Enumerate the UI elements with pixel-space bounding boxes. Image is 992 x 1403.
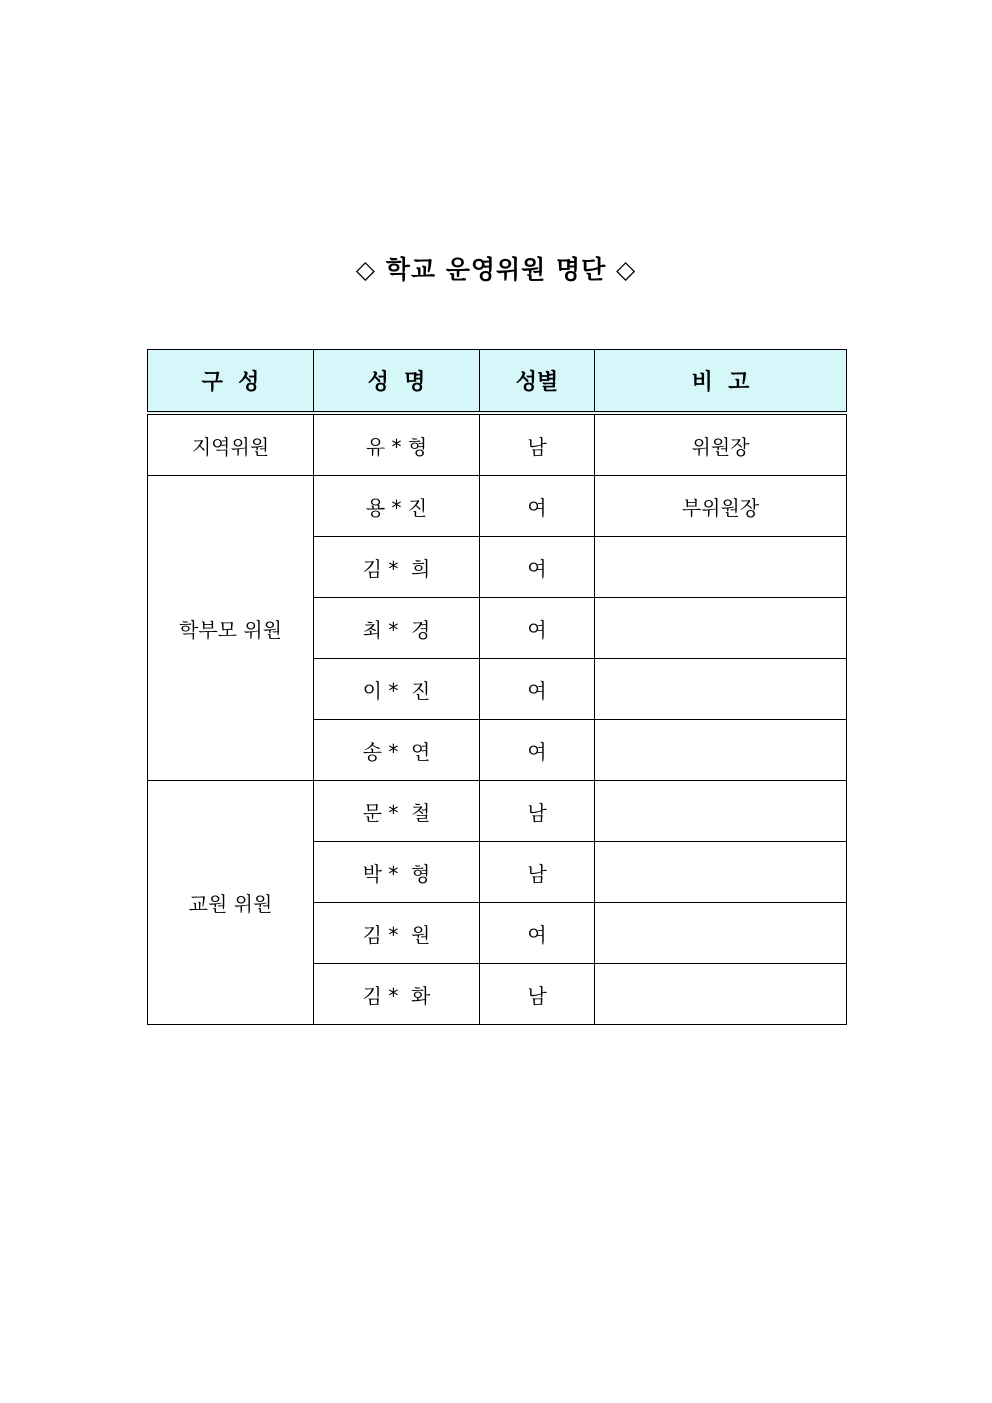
group-label: 지역위원	[148, 413, 314, 476]
member-note	[595, 659, 847, 720]
table-row	[148, 413, 847, 476]
member-name: 송 * 연	[314, 720, 480, 781]
table-header-row	[148, 350, 847, 414]
header-remarks: 비 고	[595, 350, 847, 414]
header-gender: 성별	[480, 350, 595, 414]
member-note: 부위원장	[595, 476, 847, 537]
member-name: 김 * 화	[314, 964, 480, 1025]
member-name: 최 * 경	[314, 598, 480, 659]
member-gender: 남	[480, 413, 595, 476]
member-name: 박 * 형	[314, 842, 480, 903]
member-note: 위원장	[595, 413, 847, 476]
member-gender: 여	[480, 598, 595, 659]
member-note	[595, 842, 847, 903]
member-gender: 남	[480, 842, 595, 903]
member-name: 김 * 원	[314, 903, 480, 964]
member-gender: 여	[480, 476, 595, 537]
member-note	[595, 537, 847, 598]
member-name: 유 * 형	[314, 413, 480, 476]
group-label: 교원 위원	[148, 781, 314, 1025]
member-gender: 남	[480, 781, 595, 842]
member-gender: 여	[480, 903, 595, 964]
member-name: 김 * 희	[314, 537, 480, 598]
member-gender: 여	[480, 659, 595, 720]
committee-roster-table	[147, 349, 847, 1025]
member-note	[595, 720, 847, 781]
member-gender: 남	[480, 964, 595, 1025]
table-row	[148, 781, 847, 842]
table-row	[148, 476, 847, 537]
document-title: ◇ 학교 운영위원 명단 ◇	[355, 255, 637, 284]
member-note	[595, 903, 847, 964]
member-gender: 여	[480, 537, 595, 598]
group-label: 학부모 위원	[148, 476, 314, 781]
header-composition: 구 성	[148, 350, 314, 414]
member-note	[595, 781, 847, 842]
member-name: 이 * 진	[314, 659, 480, 720]
member-gender: 여	[480, 720, 595, 781]
member-name: 용 * 진	[314, 476, 480, 537]
header-name: 성 명	[314, 350, 480, 414]
member-name: 문 * 철	[314, 781, 480, 842]
member-note	[595, 964, 847, 1025]
member-note	[595, 598, 847, 659]
